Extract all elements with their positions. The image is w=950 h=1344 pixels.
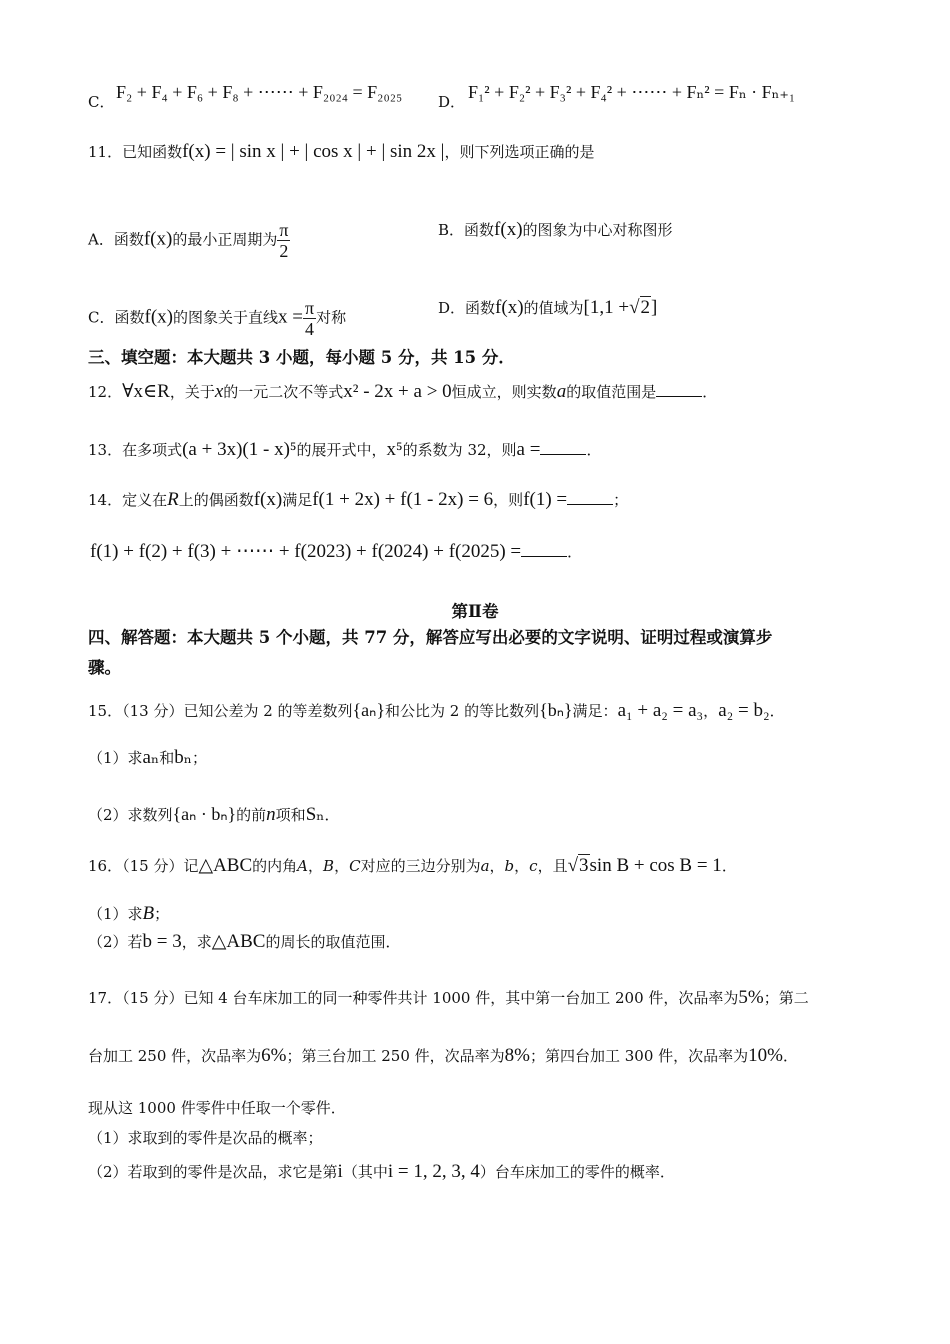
b-equals-3: b = 3 [142, 931, 182, 952]
side-c: c [529, 857, 538, 875]
q10-option-c [88, 92, 114, 112]
defect-rate-4: 10% [748, 1045, 783, 1066]
q11-option-b [438, 220, 673, 240]
line-equation: x = [278, 306, 303, 328]
section-4-title-line2: 骤。 [88, 658, 121, 677]
q17-part-2 [88, 1162, 675, 1182]
text: ． [324, 806, 340, 824]
question-number: 15． [88, 702, 123, 720]
option-label: B． [438, 221, 465, 239]
equation-2: a₂ = b₂ [718, 700, 770, 721]
condition: f(1 + 2x) + f(1 - 2x) = 6 [312, 489, 494, 510]
text: ； [613, 491, 629, 509]
angle-b: B [142, 903, 155, 924]
text: 的展开式中， [296, 441, 387, 459]
text: ； [191, 749, 207, 767]
text: ． [586, 441, 602, 459]
term-an: aₙ [142, 747, 160, 768]
fraction-pi-over-4: $\frac{\pi}{4}$ [304, 298, 315, 339]
sequence-bn: {bₙ} [539, 700, 573, 720]
answer-blank[interactable] [521, 542, 567, 557]
inequality: x² - 2x + a > 0 [343, 381, 452, 402]
text: 的系数为 32，则 [402, 441, 517, 459]
term-bn: bₙ [174, 747, 192, 768]
option-text: 函数 [113, 230, 144, 249]
text: ，则 [493, 491, 524, 509]
text: 的一元二次不等式 [223, 383, 344, 401]
angle-b: B [323, 857, 335, 875]
defect-rate-3: 8% [504, 1045, 530, 1066]
sqrt-radicand: 3 [579, 855, 589, 876]
part-label: （1）求 [88, 905, 143, 923]
option-text: 函数 [465, 299, 496, 317]
q15-part-2 [88, 804, 340, 825]
set-R: R [167, 489, 179, 510]
option-text: 的值域为 [523, 299, 584, 317]
text: ， [514, 857, 530, 875]
text: 满足 [282, 491, 313, 509]
option-label: C． [88, 93, 115, 111]
question-number: 16． [88, 857, 123, 875]
text: ；第二 [763, 989, 809, 1007]
function-symbol: f(x) [495, 297, 524, 318]
text: 项和 [275, 806, 306, 824]
q16-part-2 [88, 932, 400, 952]
q11-option-a [88, 220, 290, 261]
text: ， [308, 857, 324, 875]
function-symbol: f(x) [143, 228, 173, 250]
text: 在多项式 [122, 441, 183, 459]
side-b: b [504, 857, 515, 875]
option-label: D． [438, 93, 466, 111]
answer-blank[interactable] [567, 490, 613, 505]
section-3-title: 三、填空题：本大题共 3 小题，每小题 5 分，共 15 分． [88, 348, 515, 367]
text: ． [702, 383, 718, 401]
question-number: 11． [88, 143, 123, 161]
text: 台加工 250 件，次品率为 [88, 1047, 262, 1065]
q10-option-c-formula: F₂ + F₄ + F₆ + F₈ + ⋯⋯ + F₂₀₂₄ = F₂₀₂₅ [116, 82, 403, 102]
text: ， [334, 857, 350, 875]
section-4-title-line1: 四、解答题：本大题共 5 个小题，共 77 分，解答应写出必要的文字说明、证明过程或演算步 [88, 628, 773, 647]
triangle-abc: △ABC [211, 931, 266, 952]
angle-a: A [297, 857, 309, 875]
question-number: 12． [88, 383, 123, 401]
defect-rate-1: 5% [738, 987, 764, 1008]
term-x5: x⁵ [386, 439, 403, 460]
function-symbol: f(x) [253, 489, 283, 510]
score: （13 分） [122, 702, 184, 720]
sequence-an: {aₙ} [352, 700, 385, 720]
q17-line-2 [88, 1046, 798, 1066]
part-2-title: 第Ⅱ卷 [451, 602, 499, 621]
range-open: [1,1 + [583, 297, 630, 318]
side-a: a [480, 857, 490, 875]
q11-stem [88, 142, 595, 162]
text: 已知公差为 2 的等差数列 [183, 702, 353, 720]
text: 和公比为 2 的等比数列 [385, 702, 540, 720]
function-symbol: f(x) [494, 219, 523, 240]
q13 [88, 440, 601, 460]
a-equals: a = [516, 439, 541, 460]
f1-equals: f(1) = [523, 489, 568, 510]
triangle-abc: △ABC [198, 855, 253, 876]
sum-expression: f(1) + f(2) + f(3) + ⋯⋯ + f(2023) + f(2024) + f(2025) = [90, 541, 522, 562]
sequence-anbn: {aₙ · bₙ} [172, 804, 237, 824]
text: 的前 [236, 806, 267, 824]
q15-part-1 [88, 748, 207, 768]
q15-stem [88, 700, 785, 721]
stem-text: 已知函数 [122, 143, 183, 161]
sqrt-symbol: √ [629, 297, 640, 318]
text: ． [783, 1047, 799, 1065]
text: ． [567, 543, 583, 561]
text: ）台车床加工的零件的概率． [479, 1163, 675, 1181]
stem-text: ，则下列选项正确的是 [444, 143, 595, 161]
index-i: i [337, 1161, 343, 1182]
text: ， [703, 702, 719, 720]
option-text: 的图象为中心对称图形 [522, 221, 673, 239]
text: 的周长的取值范围． [265, 933, 401, 951]
question-number: 13． [88, 441, 123, 459]
option-label: D． [438, 299, 466, 317]
text: ； [154, 905, 170, 923]
text: 满足： [572, 702, 618, 720]
q16-part-1 [88, 904, 169, 924]
part-label: （2）求数列 [88, 806, 173, 824]
question-number: 17． [88, 989, 123, 1007]
text: 恒成立，则实数 [451, 383, 557, 401]
text: 的取值范围是 [566, 383, 657, 401]
q17-part-1: （1）求取到的零件是次品的概率； [88, 1129, 323, 1147]
option-text: 函数 [464, 221, 495, 239]
text: ． [769, 702, 785, 720]
q10-option-d-formula: F₁² + F₂² + F₃² + F₄² + ⋯⋯ + Fₙ² = Fₙ · Fₙ₊₁ [468, 82, 796, 102]
q10-option-d [438, 92, 465, 112]
text: ． [721, 857, 737, 875]
text: ，关于 [169, 383, 215, 401]
text: 已知 4 台车床加工的同一种零件共计 1000 件，其中第一台加工 200 件，次品率为 [183, 989, 739, 1007]
sqrt-radicand: 2 [640, 297, 651, 318]
defect-rate-2: 6% [261, 1045, 287, 1066]
polynomial: (a + 3x)(1 - x)⁵ [182, 439, 297, 460]
option-text: 的最小正周期为 [172, 230, 278, 249]
quantifier: ∀x∈R [122, 381, 170, 402]
answer-blank[interactable] [540, 440, 586, 455]
q14-sum [90, 542, 582, 562]
function-symbol: f(x) [144, 306, 173, 328]
score: （15 分） [122, 857, 184, 875]
range-close: ] [651, 297, 658, 318]
option-text: 函数 [114, 308, 145, 327]
variable-n: n [266, 804, 276, 825]
text: ；第三台加工 250 件，次品率为 [286, 1047, 505, 1065]
text: 和 [159, 749, 175, 767]
sqrt-symbol: √ [567, 855, 579, 876]
q17-line-3: 现从这 1000 件零件中任取一个零件． [88, 1099, 346, 1117]
equation-1: a₁ + a₂ = a₃ [617, 700, 704, 721]
variable-x: x [214, 381, 224, 402]
option-text: 的图象关于直线 [172, 308, 278, 327]
trig-equation: sin B + cos B = 1 [589, 855, 722, 876]
term-sn: Sₙ [305, 804, 325, 825]
function-definition: f(x) = | sin x | + | cos x | + | sin 2x | [182, 141, 445, 162]
q14 [88, 490, 628, 510]
text: ，求 [181, 933, 212, 951]
option-label: A． [88, 230, 114, 249]
text: 记 [183, 857, 199, 875]
option-text: 对称 [316, 308, 347, 327]
text: ；第四台加工 300 件，次品率为 [530, 1047, 749, 1065]
i-values: i = 1, 2, 3, 4 [387, 1161, 480, 1182]
q11-option-d [438, 298, 657, 318]
variable-a: a [556, 381, 567, 402]
text: （2）若取到的零件是次品，求它是第 [88, 1163, 338, 1181]
text: ， [489, 857, 505, 875]
text: 对应的三边分别为 [360, 857, 481, 875]
fraction-pi-over-2: $\frac{\pi}{2}$ [279, 220, 289, 261]
text: ，且 [537, 857, 568, 875]
q16-stem [88, 856, 737, 876]
question-number: 14． [88, 491, 123, 509]
option-label: C． [88, 308, 115, 327]
q12 [88, 382, 717, 402]
text: 上的偶函数 [178, 491, 254, 509]
angle-c: C [349, 857, 361, 875]
part-label: （1）求 [88, 749, 143, 767]
text: （其中 [342, 1163, 388, 1181]
q11-option-c [88, 298, 346, 339]
score: （15 分） [122, 989, 184, 1007]
answer-blank[interactable] [656, 382, 702, 397]
text: 的内角 [252, 857, 298, 875]
part-label: （2）若 [88, 933, 143, 951]
text: 定义在 [122, 491, 168, 509]
q17-line-1 [88, 988, 809, 1008]
